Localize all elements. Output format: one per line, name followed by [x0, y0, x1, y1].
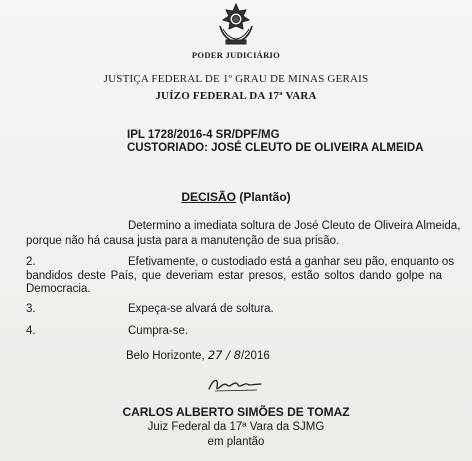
- signature-scribble-icon: [205, 371, 265, 397]
- paragraph-2-number: 2.: [26, 256, 36, 268]
- decision-title: DECISÃO: [181, 190, 236, 204]
- judge-name: CARLOS ALBERTO SIMÕES DE TOMAZ: [122, 405, 350, 419]
- paragraph-4-line-1: Cumpra-se.: [128, 325, 189, 337]
- custodian-name: CUSTORIADO: JOSÉ CLEUTO DE OLIVEIRA ALMEIDA: [127, 142, 424, 154]
- paragraph-4-number: 4.: [26, 325, 36, 337]
- paragraph-3-line-1: Expeça-se alvará de soltura.: [128, 303, 274, 315]
- paragraph-3-number: 3.: [26, 303, 36, 315]
- paragraph-1-line-1: Determino a imediata soltura de José Cleuto de Oliveira Almeida,: [128, 220, 461, 232]
- case-number: IPL 1728/2016-4 SR/DPF/MG: [127, 129, 280, 141]
- header-division: JUÍZO FEDERAL DA 17ª VARA: [155, 90, 317, 102]
- date-handwritten: 27 / 8: [207, 348, 241, 362]
- decision-subtitle: (Plantão): [239, 190, 291, 204]
- coat-of-arms-icon: [214, 2, 258, 46]
- judge-role: Juiz Federal da 17ª Vara da SJMG: [147, 421, 325, 433]
- paragraph-2-line-1: Efetivamente, o custodiado está a ganhar seu pão, enquanto os: [128, 256, 455, 268]
- paragraph-2-line-3: Democracia.: [26, 283, 91, 295]
- judge-status: em plantão: [207, 436, 265, 448]
- date-year: /2016: [240, 350, 270, 362]
- header-power: PODER JUDICIÁRIO: [191, 50, 281, 60]
- decision-title-block: [0, 190, 472, 204]
- date-city: Belo Horizonte,: [126, 350, 205, 362]
- header-court: JUSTIÇA FEDERAL DE 1º GRAU DE MINAS GERAIS: [103, 73, 369, 85]
- paragraph-2-line-2: bandidos deste País, que deveriam estar presos, estão soltos dando golpe na: [26, 270, 442, 282]
- paragraph-1-line-2: porque não há causa justa para a manutenção de sua prisão.: [26, 235, 340, 247]
- date-line: [126, 348, 270, 362]
